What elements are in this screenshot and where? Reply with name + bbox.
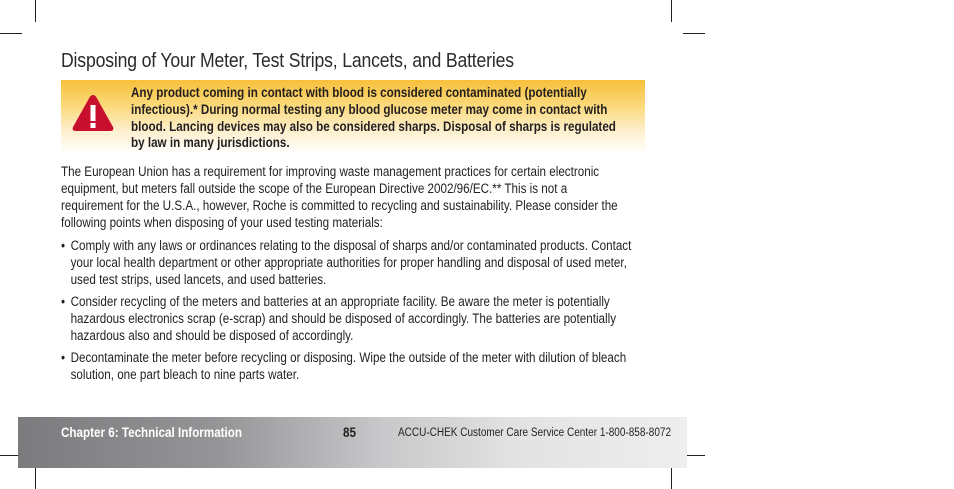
intro-line: following points when disposing of your used testing materials: (61, 215, 383, 230)
crop-mark-top-left-vertical (35, 0, 36, 22)
bullet-dot: • (61, 350, 66, 365)
crop-mark-top-left-horizontal (0, 33, 22, 34)
warning-text (131, 85, 636, 152)
bullet-dot: • (61, 294, 66, 309)
intro-paragraph (61, 163, 653, 231)
chapter-label: Chapter 6: Technical Information (61, 425, 243, 440)
bullet-line: hazardous also and should be disposed of accordingly. (70, 328, 354, 343)
bullet-line: Consider recycling of the meters and batteries at an appropriate facility. Be aware the meter is potentially (70, 294, 610, 309)
exclamation-warning-icon (71, 93, 115, 133)
bullet-item (61, 237, 653, 288)
service-center-info: ACCU-CHEK Customer Care Service Center 1-800-858-8072 (398, 427, 672, 439)
warning-line: blood. Lancing devices may also be considered sharps. Disposal of sharps is regulated (131, 118, 616, 134)
warning-line: Any product coming in contact with blood is considered contaminated (potentially (131, 85, 587, 100)
intro-line: equipment, but meters fall outside the scope of the European Directive 2002/96/EC.** This is not a (61, 181, 568, 196)
bullet-dot: • (61, 238, 66, 253)
warning-line: by law in many jurisdictions. (131, 135, 290, 151)
bullet-line: used test strips, used lancets, and used batteries. (70, 272, 327, 287)
bullet-line: your local health department or other appropriate authorities for proper handling and disposal of used meter, (70, 255, 627, 270)
crop-mark-top-right-vertical (671, 0, 672, 22)
body-text (61, 163, 653, 388)
crop-mark-bottom-left-vertical (35, 467, 36, 489)
warning-line: infectious).* During normal testing any blood glucose meter may come in contact with (131, 101, 608, 117)
bullet-line: hazardous electronics scrap (e-scrap) and should be disposed of accordingly. The batteries are potentially (70, 311, 617, 326)
crop-mark-bottom-right-vertical (671, 467, 672, 489)
bullet-list (61, 237, 653, 383)
bullet-line: Comply with any laws or ordinances relating to the disposal of sharps and/or contaminated products. Contact (70, 238, 632, 253)
intro-line: The European Union has a requirement for improving waste management practices for certain electronic (61, 164, 600, 179)
intro-line: requirement for the U.S.A., however, Roche is committed to recycling and sustainability. Please consider the (61, 198, 618, 213)
bullet-line: solution, one part bleach to nine parts water. (70, 367, 300, 382)
page-title: Disposing of Your Meter, Test Strips, Lancets, and Batteries (61, 49, 514, 72)
bullet-line: Decontaminate the meter before recycling or disposing. Wipe the outside of the meter with dilution of bleach (70, 350, 627, 365)
warning-box (61, 80, 645, 154)
footer-bar (18, 417, 687, 468)
page-number: 85 (343, 425, 356, 440)
crop-mark-top-right-horizontal (683, 33, 705, 34)
bullet-item (61, 349, 653, 383)
bullet-item (61, 293, 653, 344)
